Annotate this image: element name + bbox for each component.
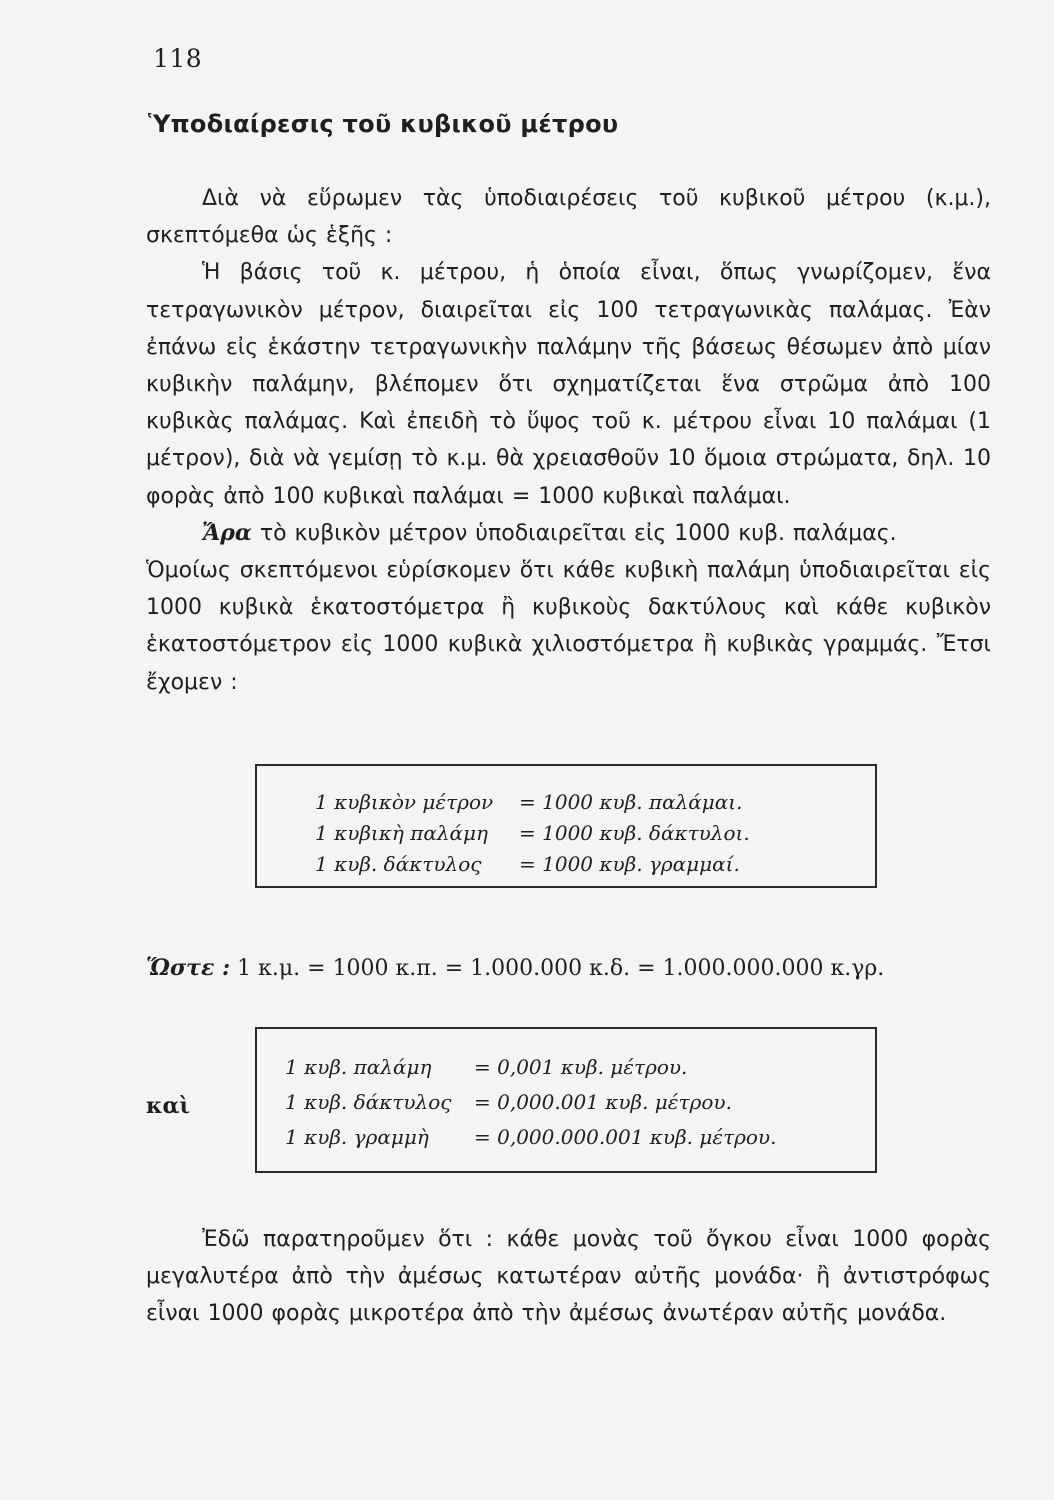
equivalence-unit: 1 κυβ. δάκτυλος <box>315 852 482 876</box>
equivalence-unit: 1 κυβ. παλάμη <box>285 1055 432 1079</box>
hence-label: Ὥστε : <box>146 955 231 981</box>
paragraph-intro: Διὰ νὰ εὕρωμεν τὰς ὑποδιαιρέσεις τοῦ κυβικοῦ μέτρου (κ.μ.), σκεπτόμεθα ὡς ἑξῆς : <box>146 186 991 249</box>
equivalence-box-upward <box>255 764 877 888</box>
section-heading: Ὑποδιαίρεσις τοῦ κυβικοῦ μέτρου <box>148 110 619 138</box>
equivalence-unit: 1 κυβ. δάκτυλος <box>285 1090 452 1114</box>
conclusion-lead-word: Ἄρα <box>202 519 252 546</box>
hence-text: 1 κ.μ. = 1000 κ.π. = 1.000.000 κ.δ. = 1.000.000.000 κ.γρ. <box>230 956 885 981</box>
conclusion-text: τὸ κυβικὸν μέτρον ὑποδιαιρεῖται εἰς 1000 κυβ. παλάμας. <box>251 520 897 546</box>
equivalence-box-downward <box>255 1027 877 1173</box>
paragraph-conclusion <box>146 515 991 552</box>
paragraph-similarly: Ὁμοίως σκεπτόμενοι εὑρίσκομεν ὅτι κάθε κυβικὴ παλάμη ὑποδιαιρεῖται εἰς 1000 κυβικὰ ἑκατοστόμετρα ἢ κυβικοὺς δακτύλους καὶ κάθε κυβικὸν ἑκατοστόμετρον εἰς 1000 κυβικὰ χιλιοστόμετρα ἢ κυβικὰς γραμμάς. Ἔτσι ἔχομεν : <box>146 558 991 695</box>
and-label: καὶ <box>146 1093 191 1119</box>
equivalence-unit: 1 κυβ. γραμμὴ <box>285 1125 429 1149</box>
summary-text-block <box>146 1221 991 1333</box>
equivalence-value: = 1000 κυβ. δάκτυλοι. <box>519 821 750 845</box>
equivalence-unit: 1 κυβικὴ παλάμη <box>315 821 489 845</box>
hence-summary-line <box>146 955 991 981</box>
paragraph-summary: Ἐδῶ παρατηροῦμεν ὅτι : κάθε μονὰς τοῦ ὄγκου εἶναι 1000 φορὰς μεγαλυτέρα ἀπὸ τὴν ἀμέσως κατωτέραν αὐτῆς μονάδα· ἢ ἀντιστρόφως εἶναι 1000 φορὰς μικροτέρα ἀπὸ τὴν ἀμέσως ἀνωτέραν αὐτῆς μονάδα. <box>146 1227 991 1327</box>
equivalence-value: = 0,001 κυβ. μέτρου. <box>474 1055 688 1079</box>
equivalence-value: = 0,000.000.001 κυβ. μέτρου. <box>474 1125 777 1149</box>
page-number: 118 <box>153 44 203 73</box>
equivalence-unit: 1 κυβικὸν μέτρον <box>315 790 494 814</box>
intro-text-block <box>146 180 991 701</box>
equivalence-value: = 1000 κυβ. γραμμαί. <box>519 852 740 876</box>
paragraph-base-division: Ἡ βάσις τοῦ κ. μέτρου, ἡ ὁποία εἶναι, ὅπως γνωρίζομεν, ἕνα τετραγωνικὸν μέτρον, διαιρεῖται εἰς 100 τετραγωνικὰς παλάμας. Ἐὰν ἐπάνω εἰς ἑκάστην τετραγωνικὴν παλάμην τῆς βάσεως θέσωμεν ἀπὸ μίαν κυβικὴν παλάμην, βλέπομεν ὅτι σχηματίζεται ἕνα στρῶμα ἀπὸ 100 κυβικὰς παλάμας. Καὶ ἐπειδὴ τὸ ὕψος τοῦ κ. μέτρου εἶναι 10 παλάμαι (1 μέτρον), διὰ νὰ γεμίσῃ τὸ κ.μ. θὰ χρειασθοῦν 10 ὅμοια στρώματα, δηλ. 10 φορὰς ἀπὸ 100 κυβικαὶ παλάμαι = 1000 κυβικαὶ παλάμαι. <box>146 260 991 509</box>
equivalence-value: = 0,000.001 κυβ. μέτρου. <box>474 1090 732 1114</box>
equivalence-value: = 1000 κυβ. παλάμαι. <box>519 790 743 814</box>
